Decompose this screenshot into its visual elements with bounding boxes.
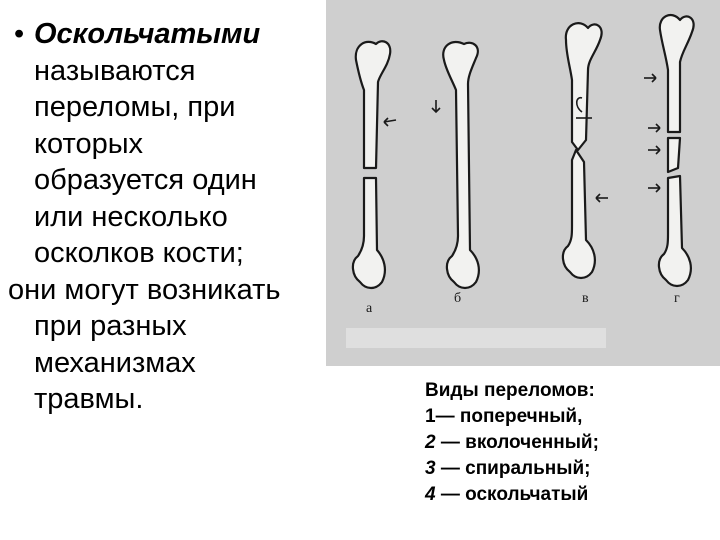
text-line: переломы, при (34, 91, 236, 123)
bullet-paragraph (8, 16, 318, 272)
figure-label-a: а (366, 301, 373, 316)
text-line: механизмах (34, 346, 196, 379)
main-text (8, 16, 318, 418)
bone-a (353, 41, 390, 288)
text-line: или несколько (34, 200, 228, 233)
figure-label-c: в (582, 291, 589, 306)
caption-item: 2 — вколоченный; (425, 432, 599, 453)
text-line: называются (34, 54, 196, 87)
fracture-types-caption (425, 378, 715, 508)
second-paragraph (8, 272, 318, 418)
caption-item: 4 — оскольчатый (425, 484, 589, 505)
caption-title: Виды переломов: (425, 380, 595, 401)
bone-b (443, 42, 479, 288)
text-line: травмы. (34, 383, 144, 415)
text-line: при разных (34, 310, 187, 342)
text-line: осколков кости; (34, 237, 244, 269)
caption-item: 1— поперечный, (425, 406, 583, 427)
figure-label-b: б (454, 291, 462, 306)
text-line: которых (34, 127, 144, 160)
text-line: образуется один (34, 164, 257, 196)
bone-d (659, 15, 694, 286)
bone-c (563, 23, 602, 278)
bone-illustration (326, 0, 720, 366)
term-oskolchatymi: Оскольчатыми (34, 18, 261, 50)
bone-fracture-figure (326, 0, 720, 366)
text-line: они могут возникать (8, 273, 281, 306)
figure-label-d: г (674, 291, 680, 306)
bullet-icon: • (14, 18, 25, 50)
caption-item: 3 — спиральный; (425, 458, 591, 479)
